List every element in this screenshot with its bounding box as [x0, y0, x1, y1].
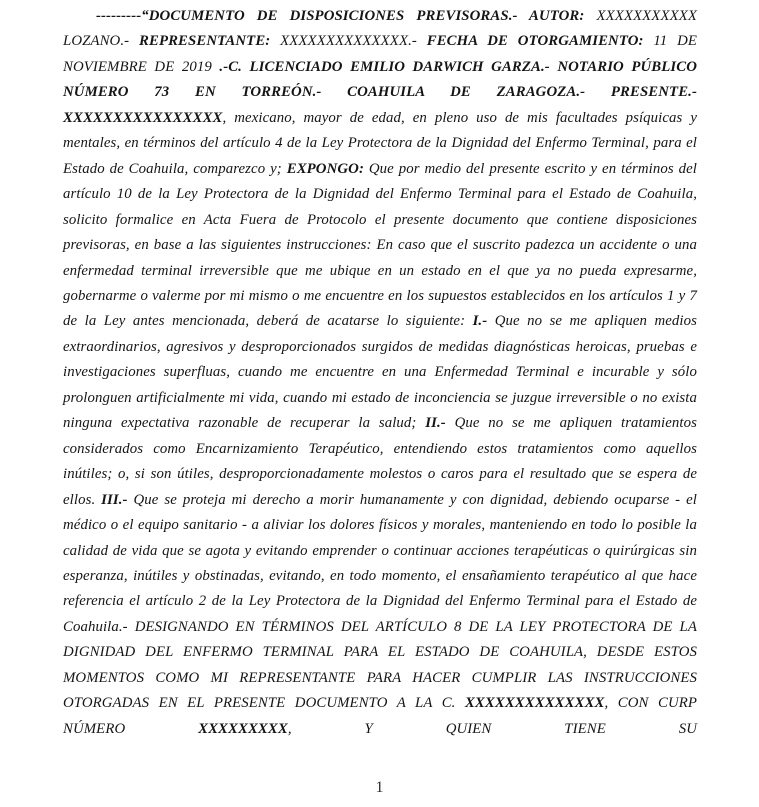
text-run-clause-3-body: Que se proteja mi derecho a morir humanamente y con dignidad, debiendo ocuparse - el médico o el equipo sanitario - a aliviar los dolores físicos y morales, manteniendo en todo lo posible la calidad de vida que se agota y evitando emprender o continuar acciones terapéuticas o quirúrgicas sin esperanza, inútiles y obstinadas, evitando, en todo momento, el ensañamiento terapéutico al que hace referencia el artículo 2 de la Ley Protectora de la Dignidad del Enfermo Terminal para el Estado de Coahuila.- — [63, 491, 697, 635]
text-run-representante-value: XXXXXXXXXXXXXX.- — [280, 33, 427, 50]
text-run-clause-3-label: III.- — [101, 491, 134, 508]
document-body-paragraph — [63, 4, 697, 742]
text-run-curp-value: XXXXXXXXX — [198, 720, 288, 737]
page-number: 1 — [375, 779, 384, 796]
text-run-representante-nombre: XXXXXXXXXXXXXX — [464, 695, 605, 712]
text-run-clause-1-body: Que no se me apliquen medios extraordinarios, agresivos y desproporcionados surgidos de medidas diagnósticas heroicas, pruebas e investigaciones superfluas, cuando me encuentre en una Enfermedad Terminal e incurable y sólo prolonguen artificialmente mi vida, cuando mi estado de inconciencia se juzgue irreversible o no exista ninguna expectativa razonable de recuperar la salud; — [63, 313, 698, 432]
text-run-author-value: XXXXXXXXXXX LOZANO.- — [63, 8, 697, 50]
text-run-closing: , Y QUIEN TIENE SU — [287, 720, 698, 737]
text-run-clause-2-body: Que no se me apliquen tratamientos considerados como Encarnizamiento Terapéutico, entendiendo estos tratamientos como aquellos inútiles; o, si son útiles, desproporcionadamente molestos o caros para el resultado que se espera de ellos. — [63, 415, 697, 508]
text-run-notario: .-C. LICENCIADO EMILIO DARWICH GARZA.- NOTARIO PÚBLICO NÚMERO 73 EN TORREÓN.- COAHUILA DE ZARAGOZA.- PRESENTE.- XXXXXXXXXXXXXXXX — [63, 58, 698, 126]
text-run-heading: ---------“DOCUMENTO DE DISPOSICIONES PREVISORAS.- AUTOR: — [96, 8, 597, 24]
text-run-fecha-label: FECHA DE OTORGAMIENTO: — [426, 33, 654, 50]
text-run-representante-label: REPRESENTANTE: — [139, 33, 281, 50]
text-run-fecha-value: 11 DE NOVIEMBRE DE 2019 — [63, 33, 698, 75]
text-run-clause-1-label: I.- — [472, 313, 495, 330]
text-run-comparecencia: , mexicano, mayor de edad, en pleno uso de mis facultades psíquicas y mentales, en términos del artículo 4 de la Ley Protectora de la Dignidad del Enfermo Terminal, para el Estado de Coahuila, comparezco y; — [63, 109, 697, 177]
text-run-designando: DESIGNANDO EN TÉRMINOS DEL ARTÍCULO 8 DE LA LEY PROTECTORA DE LA DIGNIDAD DEL ENFERMO TERMINAL PARA EL ESTADO DE COAHUILA, DESDE ESTOS MOMENTOS COMO MI REPRESENTANTE PARA HACER CUMPLIR LAS INSTRUCCIONES OTORGADAS EN EL PRESENTE DOCUMENTO A LA C. — [63, 618, 697, 712]
text-run-expongo-body: Que por medio del presente escrito y en términos del artículo 10 de la Ley Protectora de la Dignidad del Enfermo Terminal para el Estado de Coahuila, solicito formalice en Acta Fuera de Protocolo el presente documento que contiene disposiciones previsoras, en base a las siguientes instrucciones: En caso que el suscrito padezca un accidente o una enfermedad terminal irreversible que me ubique en un estado en el que ya no pueda expresarme, gobernarme o valerme por mi mismo o me encuentre en los supuestos establecidos en los artículos 1 y 7 de la Ley antes mencionada, deberá de acatarse lo siguiente: — [63, 160, 697, 330]
text-run-expongo-label: EXPONGO: — [286, 160, 369, 177]
text-run-clause-2-label: II.- — [425, 415, 455, 432]
text-run-curp-label: , CON CURP NÚMERO — [63, 695, 698, 737]
